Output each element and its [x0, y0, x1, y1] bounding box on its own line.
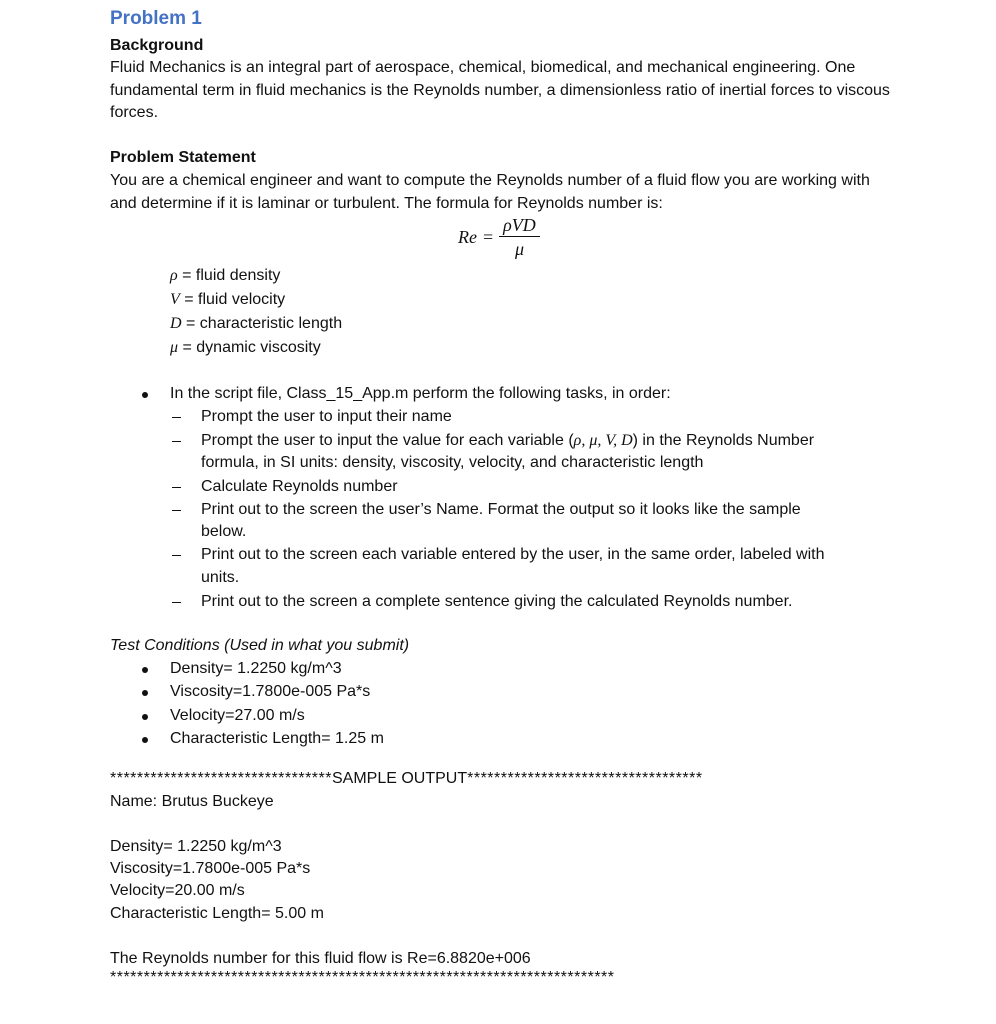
task-item: Print out to the screen a complete sentence giving the calculated Reynolds number.	[201, 593, 793, 610]
sample-result-line: The Reynolds number for this fluid flow is Re=6.8820e+006	[110, 950, 531, 967]
dash-icon	[172, 487, 181, 488]
dash-icon	[172, 555, 181, 556]
sample-output-footer: ***************************************************************************	[110, 969, 615, 986]
definition-item: D = characteristic length	[170, 315, 343, 332]
test-condition-item: Velocity=27.00 m/s	[170, 707, 305, 724]
task-intro: In the script file, Class_15_App.m perform the following tasks, in order:	[170, 385, 671, 402]
bullet-icon	[142, 714, 148, 720]
task-item: Print out to the screen the user’s Name. Format the output so it looks like the sample	[201, 501, 801, 518]
task-item: Prompt the user to input their name	[201, 408, 452, 425]
sample-output-line: Viscosity=1.7800e-005 Pa*s	[110, 860, 311, 877]
sample-output-header: *********************************SAMPLE OUTPUT***********************************	[110, 770, 703, 787]
bullet-icon	[142, 690, 148, 696]
variable-definitions	[170, 264, 342, 360]
task-item-continued: below.	[201, 523, 247, 540]
definition-item: V = fluid velocity	[170, 291, 286, 308]
problem-statement-paragraph: You are a chemical engineer and want to compute the Reynolds number of a fluid flow you are working with and determine if it is laminar or turbulent. The formula for Reynolds number is:	[110, 172, 870, 212]
sample-output-line: Velocity=20.00 m/s	[110, 882, 245, 899]
problem-title: Problem 1	[110, 8, 202, 29]
dash-icon	[172, 417, 181, 418]
formula-denominator: μ	[514, 239, 524, 259]
definition-item: μ = dynamic viscosity	[170, 339, 321, 356]
bullet-icon	[142, 667, 148, 673]
task-item-continued: units.	[201, 569, 240, 586]
bullet-icon	[142, 737, 148, 743]
formula-numerator: ρVD	[499, 214, 540, 237]
definition-item: ρ = fluid density	[170, 267, 281, 284]
background-paragraph: Fluid Mechanics is an integral part of aerospace, chemical, biomedical, and mechanical engineering. One fundamental term in fluid mechanics is the Reynolds number, a dimensionless ratio of inertial forces to viscous forces.	[110, 59, 890, 121]
sample-name-line: Name: Brutus Buckeye	[110, 793, 274, 810]
test-condition-item: Density= 1.2250 kg/m^3	[170, 660, 342, 677]
task-item: Prompt the user to input the value for each variable (ρ, μ, V, D) in the Reynolds Number	[201, 432, 815, 449]
formula-fraction	[499, 214, 540, 261]
formula-lhs: Re	[458, 227, 477, 247]
sample-output-line: Density= 1.2250 kg/m^3	[110, 838, 282, 855]
formula-equals: =	[482, 227, 494, 247]
test-condition-item: Viscosity=1.7800e-005 Pa*s	[170, 683, 371, 700]
dash-icon	[172, 441, 181, 442]
sample-output-line: Characteristic Length= 5.00 m	[110, 905, 324, 922]
test-conditions-heading: Test Conditions (Used in what you submit)	[110, 637, 410, 654]
task-item: Print out to the screen each variable entered by the user, in the same order, labeled with	[201, 546, 825, 563]
dash-icon	[172, 602, 181, 603]
bullet-icon	[142, 392, 148, 398]
background-heading: Background	[110, 37, 204, 54]
dash-icon	[172, 510, 181, 511]
problem-statement-heading: Problem Statement	[110, 149, 256, 166]
test-condition-item: Characteristic Length= 1.25 m	[170, 730, 384, 747]
task-item-continued: formula, in SI units: density, viscosity, velocity, and characteristic length	[201, 454, 704, 471]
task-item: Calculate Reynolds number	[201, 478, 398, 495]
reynolds-formula	[458, 214, 540, 261]
